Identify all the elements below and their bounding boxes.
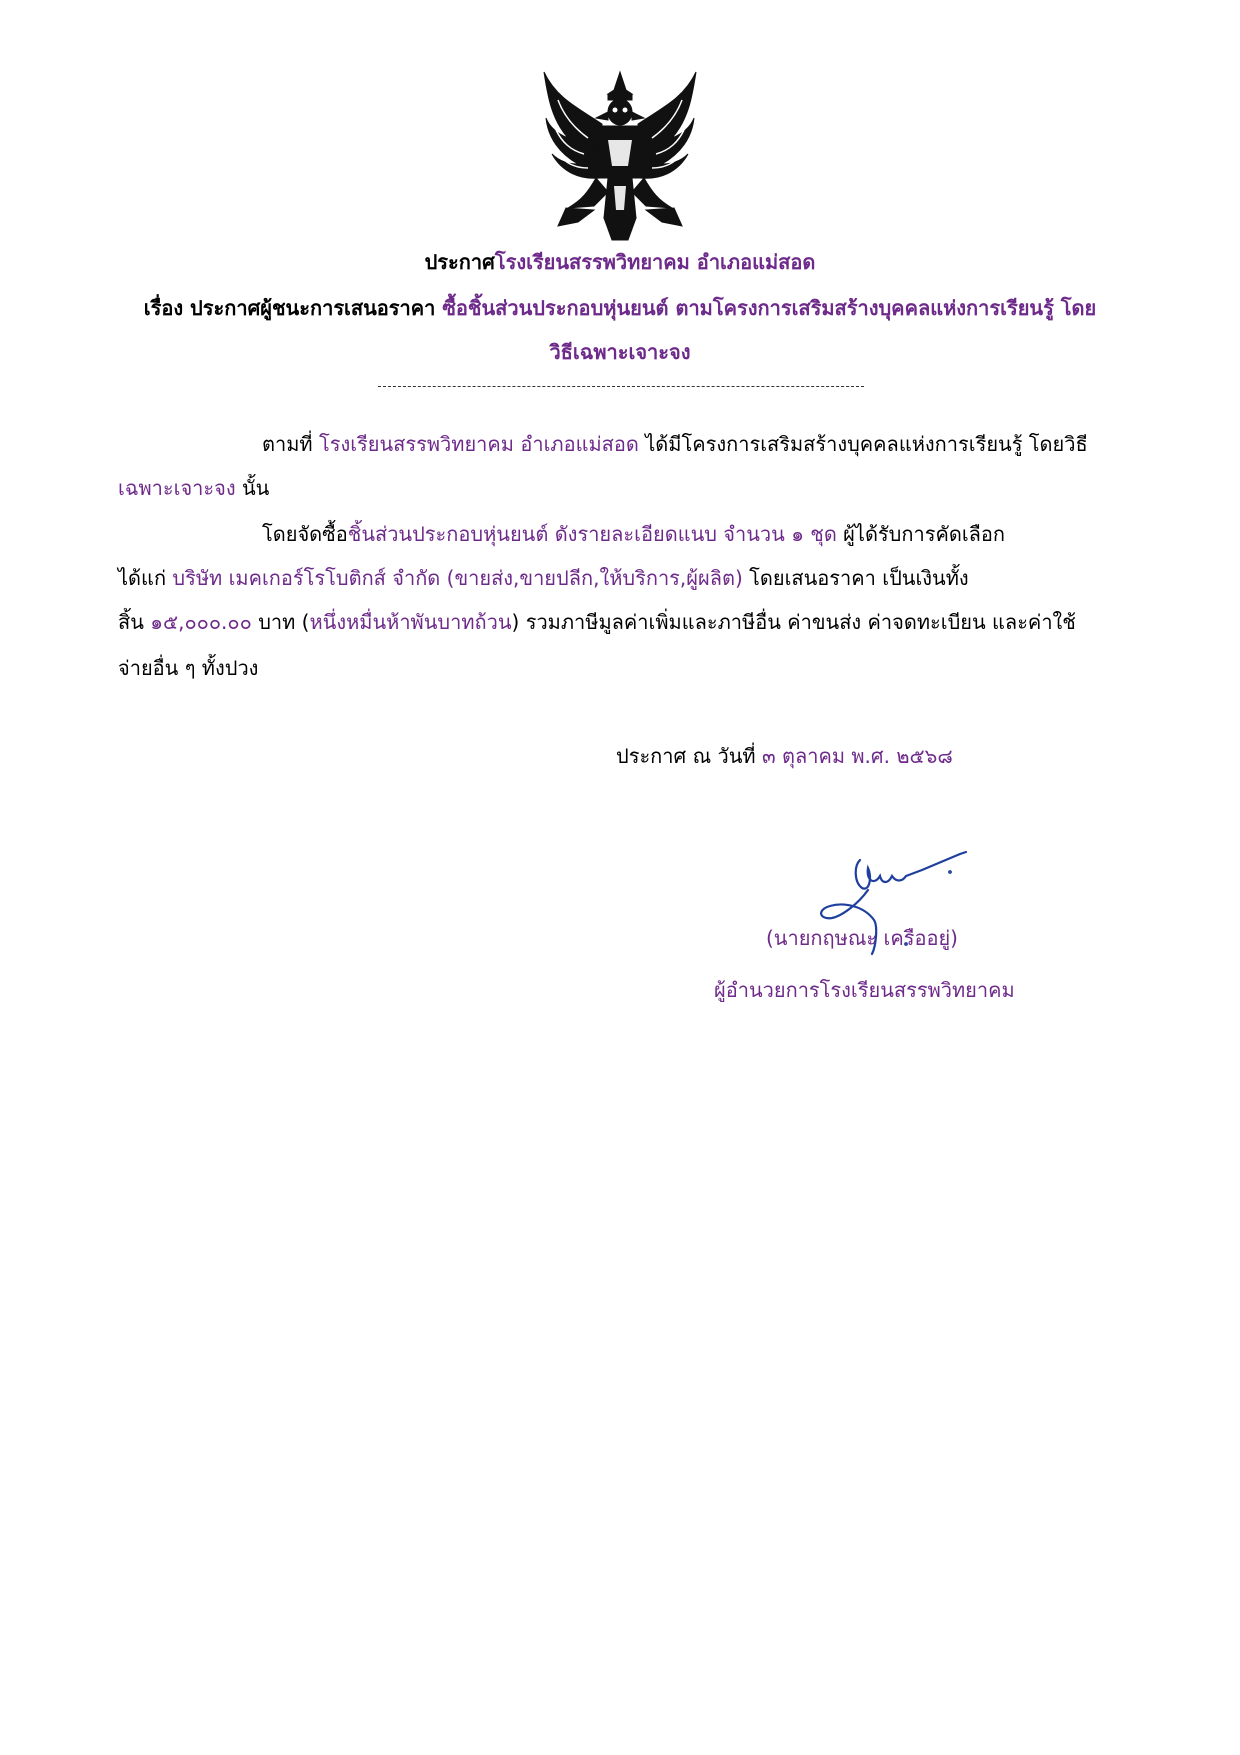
p4-text-b: บาท ( [251,610,310,634]
paragraph-1-cont [118,476,269,500]
p1-text-a: ตามที่ [262,432,319,456]
subject-main: ซื้อชิ้นส่วนประกอบหุ่นยนต์ ตามโครงการเสริมสร้างบุคคลแห่งการเรียนรู้ โดย [442,296,1097,320]
title-school: โรงเรียนสรรพวิทยาคม อำเภอแม่สอด [494,250,816,274]
p3-text-b: โดยเสนอราคา เป็นเงินทั้ง [742,566,969,590]
p1-text-b: ได้มีโครงการเสริมสร้างบุคคลแห่งการเรียนรู้ โดยวิธี [638,432,1088,456]
announcement-date [616,744,953,768]
signer-title: ผู้อำนวยการโรงเรียนสรรพวิทยาคม [714,978,1015,1002]
p4-text-a: สิ้น [118,610,151,634]
p1-school: โรงเรียนสรรพวิทยาคม อำเภอแม่สอด [318,432,639,456]
p4-amount-words: หนึ่งหมื่นห้าพันบาทถ้วน [309,610,512,634]
p4-amount: ๑๕,๐๐๐.๐๐ [150,610,252,634]
p2-text-b: ผู้ได้รับการคัดเลือก [836,522,1006,546]
paragraph-3 [118,566,969,590]
date-prefix: ประกาศ ณ วันที่ [616,744,762,768]
subject-line-2: วิธีเฉพาะเจาะจง [549,340,691,364]
paragraph-5: จ่ายอื่น ๆ ทั้งปวง [118,656,259,680]
date-value: ๓ ตุลาคม พ.ศ. ๒๕๖๘ [761,744,953,768]
separator-line [378,386,864,387]
p4-text-c: ) รวมภาษีมูลค่าเพิ่มและภาษีอื่น ค่าขนส่ง ค่าจดทะเบียน และค่าใช้ [511,610,1076,634]
p2-text-a: โดยจัดซื้อ [262,522,348,546]
p3-company: บริษัท เมคเกอร์โรโบติกส์ จำกัด (ขายส่ง,ขายปลีก,ให้บริการ,ผู้ผลิต) [172,566,743,590]
subject-line [0,296,1240,320]
paragraph-2 [262,522,1005,546]
title-prefix: ประกาศ [424,250,495,274]
signer-name: (นายกฤษณะ เครืออยู่) [766,926,958,950]
garuda-emblem-icon [538,68,702,244]
p3-text-a: ได้แก่ [118,566,173,590]
p1-method: เฉพาะเจาะจง [118,476,236,500]
paragraph-1 [262,432,1088,456]
subject-prefix: เรื่อง ประกาศผู้ชนะการเสนอราคา [143,296,443,320]
paragraph-4 [118,610,1076,634]
p1-text-c: นั้น [235,476,270,500]
announcement-title [0,250,1240,274]
p2-item: ชิ้นส่วนประกอบหุ่นยนต์ ดังรายละเอียดแนบ จำนวน ๑ ชุด [347,522,837,546]
